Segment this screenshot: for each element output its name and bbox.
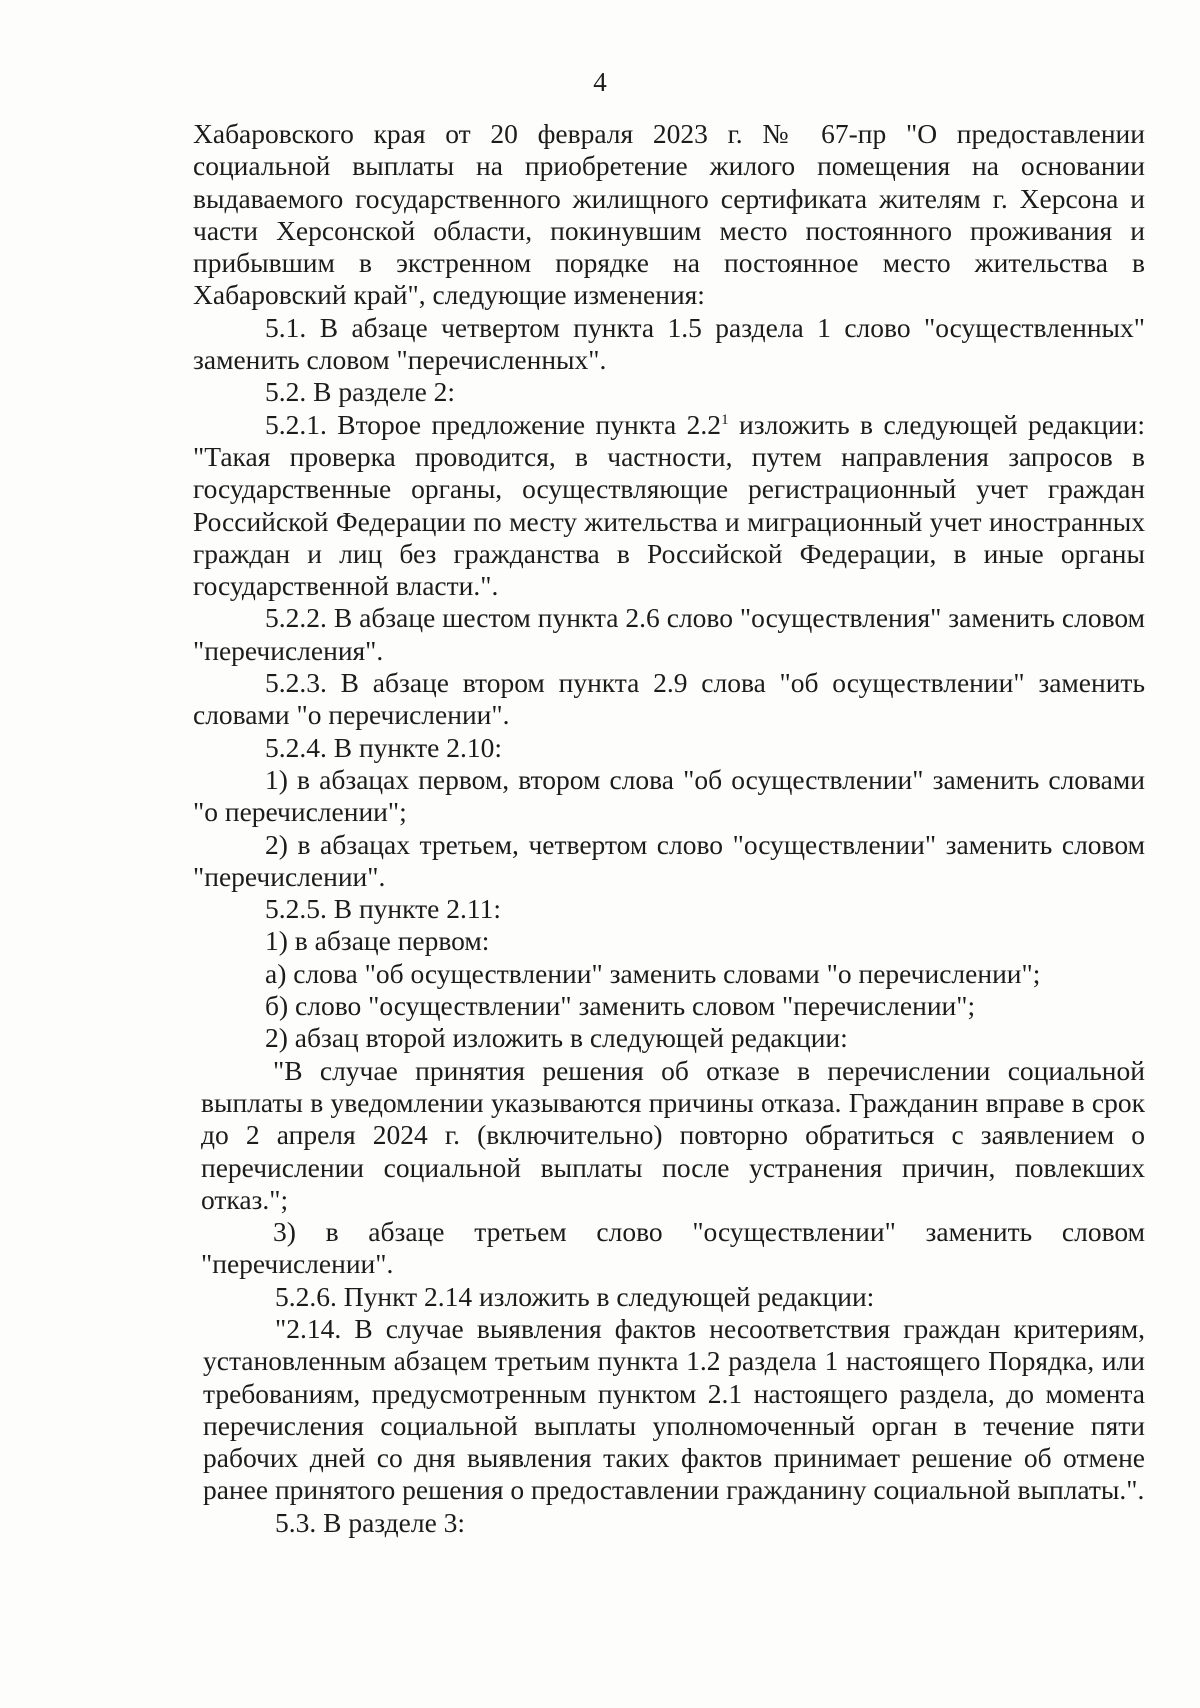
paragraph-5-2-5-item-1b: б) слово "осуществлении" заменить словом "перечислении";: [265, 990, 976, 1022]
paragraph-5-2-4-item-1: 1) в абзацах первом, втором слова "об осуществлении" заменить словами "о перечислении";: [193, 763, 1145, 828]
paragraph-5-1: 5.1. В абзаце четвертом пункта 1.5 раздела 1 слово "осуществленных" заменить словом "перечисленных".: [193, 311, 1145, 376]
paragraph-5-2-5-item-1a: а) слова "об осуществлении" заменить словами "о перечислении";: [265, 957, 1041, 989]
paragraph-5-2-5-item-3: 3) в абзаце третьем слово "осуществлении" заменить словом "перечислении".: [201, 1216, 1145, 1280]
paragraph-5-2-5: 5.2.5. В пункте 2.11:: [265, 893, 501, 925]
page-number: 4: [593, 67, 607, 97]
quoted-paragraph-2-11: "В случае принятия решения об отказе в перечислении социальной выплаты в уведомлении указываются причины отказа. Гражданин вправе в срок до 2 апреля 2024 г. (включительно) повторно обратиться с заявлением о перечислении социальной выплаты после устранения причин, повлекших отказ.";: [201, 1054, 1145, 1215]
paragraph-5-2-4: 5.2.4. В пункте 2.10:: [265, 731, 503, 763]
paragraph-5-3: 5.3. В разделе 3:: [275, 1506, 466, 1538]
paragraph-5-2-1-start: 5.2.1. Второе предложение пункта 2.2: [265, 408, 722, 440]
quoted-paragraph-2-14: "2.14. В случае выявления фактов несоответствия граждан критериям, установленным абзацем третьим пункта 1.2 раздела 1 настоящего Порядка, или требованиям, предусмотренным пунктом 2.1 настоящего раздела, до момента перечисления социальной выплаты уполномоченный орган в течение пяти рабочих дней со дня выявления таких фактов принимает решение об отмене ранее принятого решения о предоставлении гражданину социальной выплаты.".: [203, 1312, 1145, 1506]
paragraph-5-2-6: 5.2.6. Пункт 2.14 изложить в следующей редакции:: [275, 1280, 875, 1312]
paragraph-5-2: 5.2. В разделе 2:: [265, 376, 456, 408]
paragraph-5-2-1: [193, 409, 1145, 603]
paragraph-5-2-3: 5.2.3. В абзаце втором пункта 2.9 слова "об осуществлении" заменить словами "о перечислении".: [193, 667, 1145, 731]
paragraph-5-2-1-rest: изложить в следующей редакции: "Такая проверка проводится, в частности, путем направления запросов в государственные органы, осуществляющие регистрационный учет граждан Российской Федерации по месту жительства и миграционный учет иностранных граждан и лиц без гражданства в Российской Федерации, в иные органы государственной власти.".: [193, 408, 1145, 602]
paragraph-5-2-5-item-2: 2) абзац второй изложить в следующей редакции:: [265, 1022, 848, 1054]
paragraph-intro: Хабаровского края от 20 февраля 2023 г. № 67-пр "О предоставлении социальной выплаты на приобретение жилого помещения на основании выдаваемого государственного жилищного сертификата жителям г. Херсона и части Херсонской области, покинувшим место постоянного проживания и прибывшим в экстренном порядке на постоянное место жительства в Хабаровский край", следующие изменения:: [193, 118, 1145, 311]
document-body: [193, 118, 1145, 1539]
paragraph-5-2-4-item-2: 2) в абзацах третьем, четвертом слово "осуществлении" заменить словом "перечислении".: [193, 828, 1145, 892]
paragraph-5-2-5-item-1: 1) в абзаце первом:: [265, 925, 490, 957]
paragraph-5-2-2: 5.2.2. В абзаце шестом пункта 2.6 слово "осуществления" заменить словом "перечисления".: [193, 602, 1145, 666]
superscript-marker: 1: [721, 411, 729, 428]
